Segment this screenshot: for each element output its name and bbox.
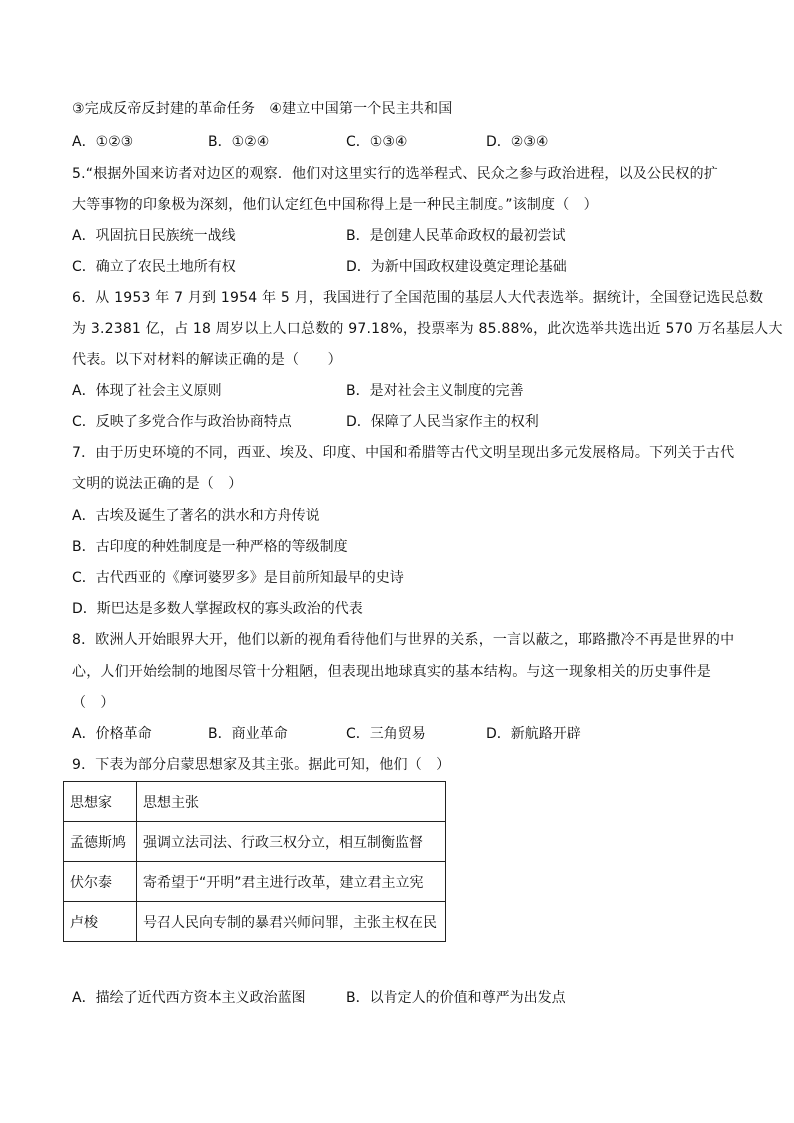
q5-stem-line-2: 大等事物的印象极为深刻，他们认定红色中国称得上是一种民主制度。”该制度（ ） (72, 197, 598, 213)
thinkers-table (63, 781, 446, 942)
q8-option-a: A．价格革命 (72, 726, 152, 742)
q4-option-a: A．①②③ (72, 134, 134, 150)
q7-stem-line-1: 7．由于历史环境的不同，西亚、埃及、印度、中国和希腊等古代文明呈现出多元发展格局。下列关于古代 (72, 445, 735, 461)
table-row (64, 862, 446, 902)
q7-stem-line-2: 文明的说法正确的是（ ） (72, 476, 243, 492)
q7-option-b: B．古印度的种姓制度是一种严格的等级制度 (72, 539, 348, 555)
table-header-idea: 思想主张 (137, 782, 446, 822)
q4-option-c: C．①③④ (346, 134, 408, 150)
q6-stem-line-1: 6．从 1953 年 7 月到 1954 年 5 月，我国进行了全国范围的基层人大代表选举。据统计，全国登记选民总数 (72, 290, 764, 306)
q4-items-line: ③完成反帝反封建的革命任务 ④建立中国第一个民主共和国 (72, 101, 453, 117)
q6-option-d: D．保障了人民当家作主的权利 (346, 414, 539, 430)
q9-option-a: A．描绘了近代西方资本主义政治蓝图 (72, 990, 306, 1006)
table-header-thinker: 思想家 (64, 782, 137, 822)
q6-option-a: A．体现了社会主义原则 (72, 383, 222, 399)
table-cell-thinker: 孟德斯鸠 (64, 822, 137, 862)
q8-stem-line-2: 心，人们开始绘制的地图尽管十分粗陋，但表现出地球真实的基本结构。与这一现象相关的历史事件是 (72, 664, 711, 680)
q6-option-b: B．是对社会主义制度的完善 (346, 383, 524, 399)
q6-option-c: C．反映了多党合作与政治协商特点 (72, 414, 292, 430)
table-cell-idea: 号召人民向专制的暴君兴师问罪，主张主权在民 (137, 902, 446, 942)
q5-option-c: C．确立了农民土地所有权 (72, 259, 236, 275)
table-cell-thinker: 伏尔泰 (64, 862, 137, 902)
q5-option-b: B．是创建人民革命政权的最初尝试 (346, 228, 566, 244)
table-cell-idea: 强调立法司法、行政三权分立，相互制衡监督 (137, 822, 446, 862)
q7-option-c: C．古代西亚的《摩诃婆罗多》是目前所知最早的史诗 (72, 570, 404, 586)
q4-option-d: D．②③④ (486, 134, 549, 150)
q8-stem-line-1: 8．欧洲人开始眼界大开，他们以新的视角看待他们与世界的关系，一言以蔽之，耶路撒冷不再是世界的中 (72, 632, 735, 648)
table-row (64, 822, 446, 862)
table-cell-idea: 寄希望于“开明”君主进行改革，建立君主立宪 (137, 862, 446, 902)
q4-option-b: B．①②④ (208, 134, 270, 150)
q5-stem-line-1: 5.“根据外国来访者对边区的观察．他们对这里实行的选举程式、民众之参与政治进程，以及公民权的扩 (72, 166, 719, 182)
table-row (64, 902, 446, 942)
table-header-row (64, 782, 446, 822)
q5-option-d: D．为新中国政权建设奠定理论基础 (346, 259, 567, 275)
q6-stem-line-2: 为 3.2381 亿，占 18 周岁以上人口总数的 97.18%，投票率为 85.88%，此次选举共选出近 570 万名基层人大 (72, 321, 783, 337)
q9-stem: 9．下表为部分启蒙思想家及其主张。据此可知，他们（ ） (72, 757, 451, 773)
q8-option-c: C．三角贸易 (346, 726, 426, 742)
q8-option-d: D．新航路开辟 (486, 726, 581, 742)
q7-option-a: A．古埃及诞生了著名的洪水和方舟传说 (72, 508, 320, 524)
q9-option-b: B．以肯定人的价值和尊严为出发点 (346, 990, 566, 1006)
q5-option-a: A．巩固抗日民族统一战线 (72, 228, 236, 244)
q6-stem-line-3: 代表。以下对材料的解读正确的是（ ） (72, 352, 342, 368)
q7-option-d: D．斯巴达是多数人掌握政权的寡头政治的代表 (72, 601, 363, 617)
q8-option-b: B．商业革命 (208, 726, 288, 742)
q8-stem-line-3: （ ） (72, 695, 115, 711)
table-cell-thinker: 卢梭 (64, 902, 137, 942)
